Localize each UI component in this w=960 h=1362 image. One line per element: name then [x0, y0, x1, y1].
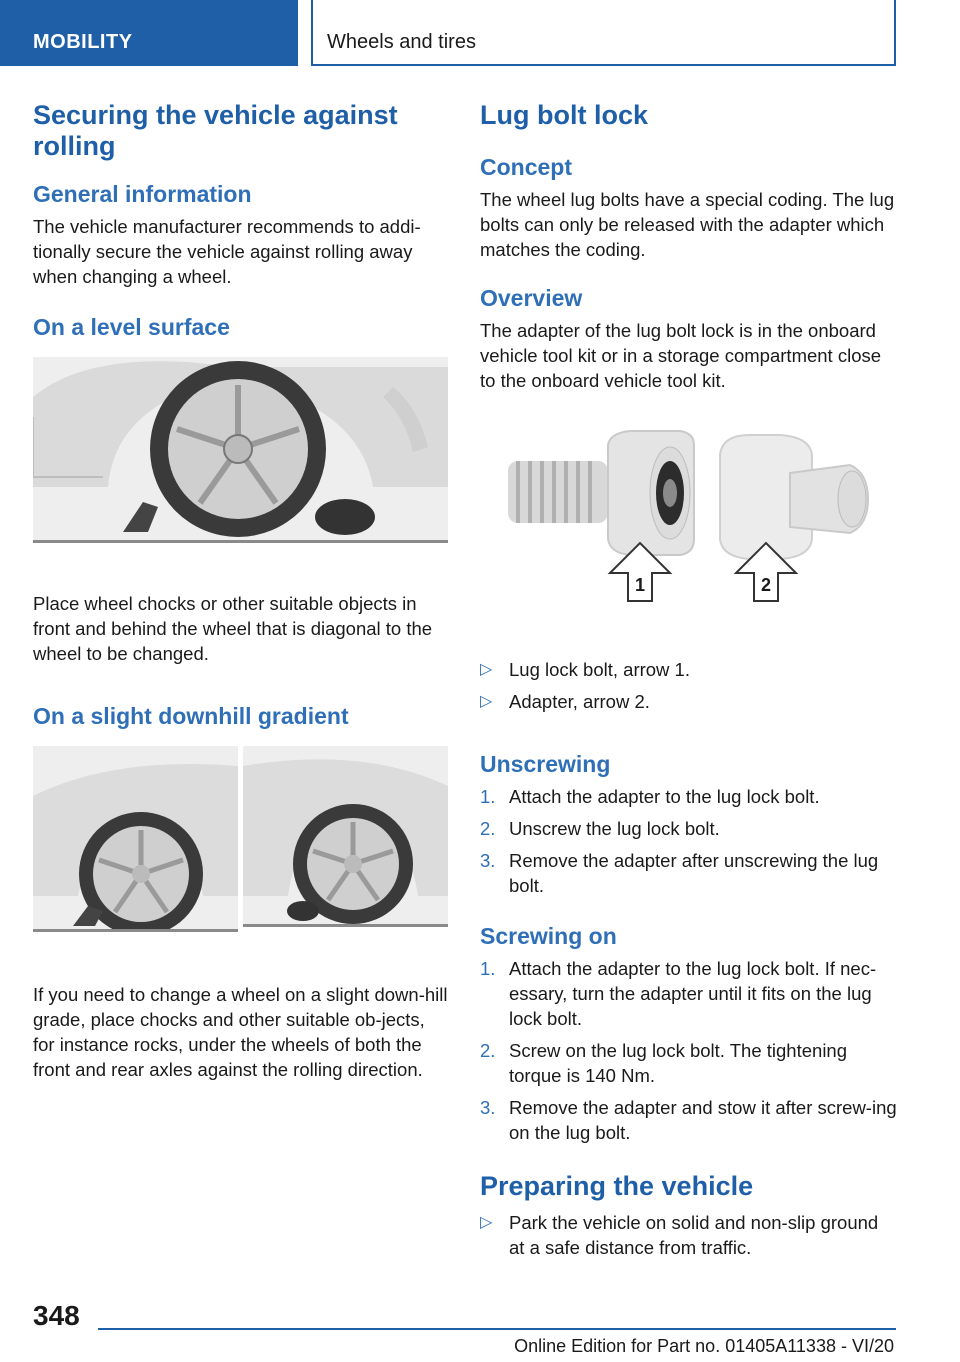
- heading-downhill-gradient: On a slight downhill gradient: [33, 703, 349, 729]
- level-surface-text: Place wheel chocks or other suitable objects in front and behind the wheel that is diagonal to the wheel to be changed.: [33, 593, 433, 664]
- screwing-on-steps: [480, 956, 898, 1145]
- arrow-2-label: 2: [760, 575, 771, 595]
- edition-note: Online Edition for Part no. 01405A11338 - VI/20: [514, 1336, 894, 1356]
- list-item-text: Park the vehicle on solid and non-slip ground at a safe distance from traffic.: [509, 1212, 879, 1258]
- list-item: [480, 848, 898, 898]
- preparing-list: [480, 1210, 898, 1260]
- overview-text: The adapter of the lug bolt lock is in the onboard vehicle tool kit or in a storage compartment close to the onboard vehicle tool kit.: [480, 320, 882, 391]
- heading-screwing-on: Screwing on: [480, 923, 617, 949]
- lug-bolt-adapter-illustration: [480, 415, 898, 627]
- downhill-photo-rear: [243, 746, 448, 927]
- step-number: 3.: [480, 1097, 496, 1118]
- right-column: [480, 100, 898, 1260]
- list-item-text: Lug lock bolt, arrow 1.: [509, 659, 690, 680]
- bullet-triangle-icon: ▷: [480, 693, 493, 710]
- heading-overview: Overview: [480, 285, 583, 311]
- step-number: 1.: [480, 958, 496, 979]
- step-number: 1.: [480, 786, 496, 807]
- list-item: [480, 1038, 898, 1088]
- step-text: Screw on the lug lock bolt. The tightening torque is 140 Nm.: [509, 1040, 848, 1086]
- step-number: 2.: [480, 818, 496, 839]
- left-column: [33, 100, 448, 1082]
- list-item: [480, 657, 898, 682]
- list-item: [480, 1210, 898, 1260]
- downhill-photos: [33, 746, 448, 942]
- lug-bolt-diagram: [480, 415, 898, 627]
- list-item: [480, 689, 898, 714]
- step-text: Remove the adapter after unscrewing the lug bolt.: [509, 850, 879, 896]
- page-number: 348: [33, 1300, 80, 1331]
- rear-wheel-illustration: [243, 746, 448, 924]
- heading-lug-bolt-lock: Lug bolt lock: [480, 100, 648, 130]
- list-item-text: Adapter, arrow 2.: [509, 691, 650, 712]
- concept-text: The wheel lug bolts have a special coding. The lug bolts can only be released with the adapter which matches the coding.: [480, 189, 895, 260]
- section-tab: MOBILITY: [0, 0, 298, 66]
- downhill-gradient-text: If you need to change a wheel on a slight down‐hill grade, place chocks and other suitable ob‐jects, for instance rocks, under the wheels of both the front and rear axles against the rolling direction.: [33, 984, 448, 1080]
- list-item: [480, 1095, 898, 1145]
- heading-level-surface: On a level surface: [33, 314, 230, 340]
- level-surface-photo: [33, 357, 448, 543]
- chapter-title: Wheels and tires: [311, 0, 896, 66]
- step-text: Remove the adapter and stow it after screw‐ing on the lug bolt.: [509, 1097, 897, 1143]
- step-text: Attach the adapter to the lug lock bolt. If nec‐essary, turn the adapter until it fits on the lug lock bolt.: [509, 958, 877, 1029]
- footer-divider: [98, 1328, 896, 1330]
- list-item: [480, 784, 898, 809]
- step-number: 2.: [480, 1040, 496, 1061]
- step-text: Unscrew the lug lock bolt.: [509, 818, 720, 839]
- bullet-triangle-icon: ▷: [480, 661, 493, 678]
- downhill-photo-front: [33, 746, 238, 932]
- heading-securing: Securing the vehicle against rolling: [33, 100, 398, 161]
- step-text: Attach the adapter to the lug lock bolt.: [509, 786, 820, 807]
- arrow-1-label: 1: [634, 575, 645, 595]
- unscrewing-steps: [480, 784, 898, 898]
- front-wheel-illustration: [33, 746, 238, 929]
- bullet-triangle-icon: ▷: [480, 1214, 493, 1231]
- overview-list: [480, 657, 898, 714]
- general-information-text: The vehicle manufacturer recommends to addi‐tionally secure the vehicle against rolling away when changing a wheel.: [33, 216, 421, 287]
- heading-concept: Concept: [480, 154, 572, 180]
- heading-preparing-vehicle: Preparing the vehicle: [480, 1171, 754, 1201]
- list-item: [480, 816, 898, 841]
- heading-unscrewing: Unscrewing: [480, 751, 611, 777]
- list-item: [480, 956, 898, 1031]
- heading-general-information: General information: [33, 181, 252, 207]
- wheel-on-jack-illustration: [33, 357, 448, 540]
- step-number: 3.: [480, 850, 496, 871]
